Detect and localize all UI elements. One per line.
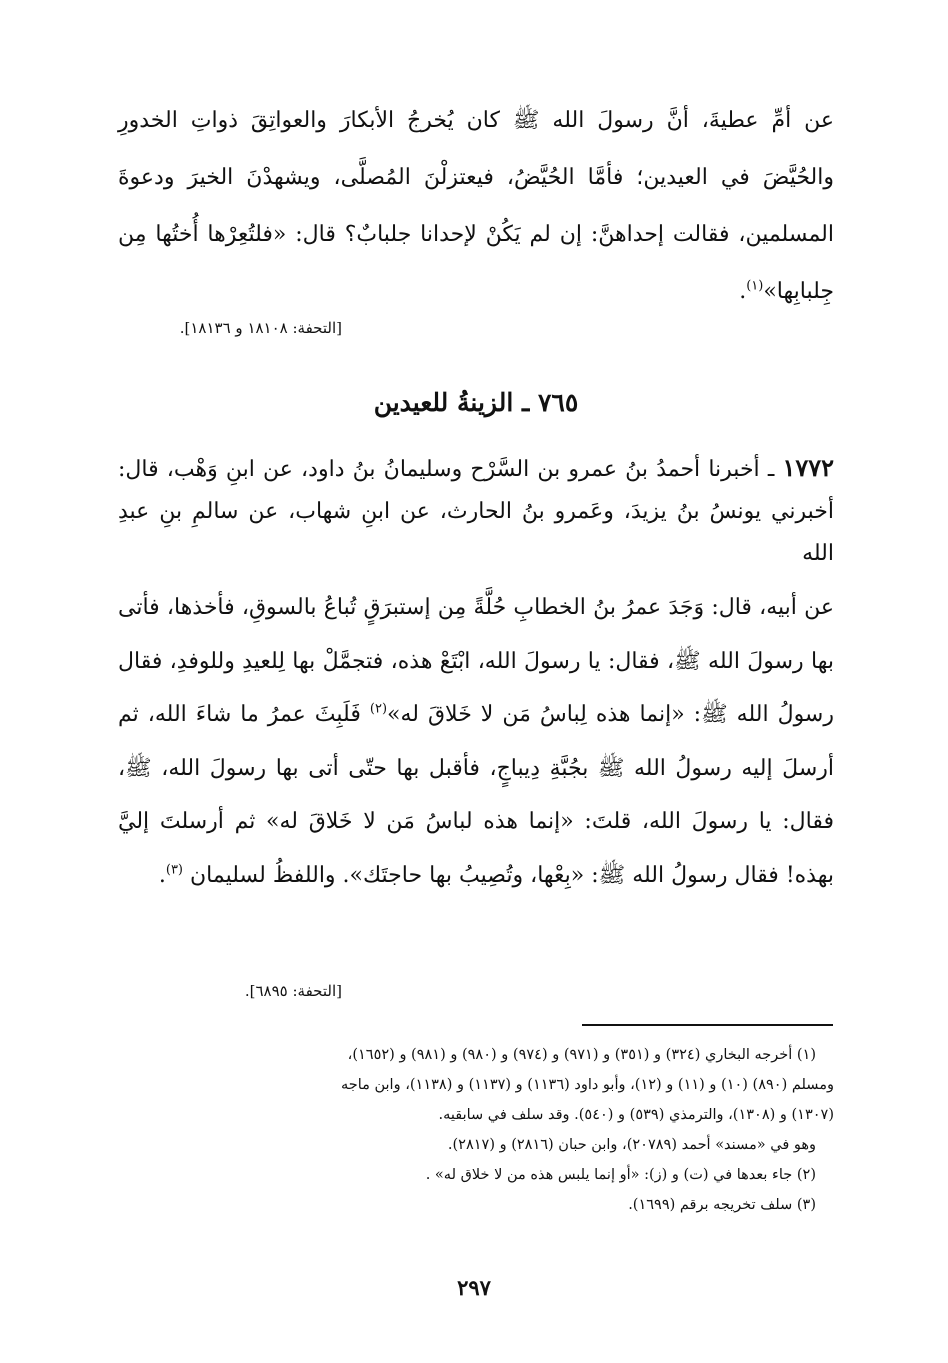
paragraph-text: عن أمِّ عطيةَ، أنَّ رسولَ الله ﷺ كان يُخرجُ الأبكارَ والعواتِقَ ذواتِ الخدورِ والحُيَّضَ في العيدين؛ فأمَّا الحُيَّضُ، فيعتزلْنَ المُصلَّى، ويشهدْنَ الخيرَ ودعوةَ المسلمين، فقالت إحداهنَّ: إن لم يَكُنْ لإحدانا جلبابٌ؟ قال: «فلتُعِرْها أُختُها مِن جِلبابِها» (118, 108, 834, 304)
footnote-ref-1[interactable]: (١) (746, 278, 764, 294)
tuhfa-citation-2: [التحفة: ٦٨٩٥]. (244, 982, 342, 1000)
footnote-line: (٣) سلف تخريجه برقم (١٦٩٩). (628, 1197, 816, 1213)
footnote-separator (582, 1024, 833, 1026)
footnote-line: (١٣٠٧) و (١٣٠٨)، والترمذي (٥٣٩) و (٥٤٠). وقد سلف في سابقيه. (438, 1107, 834, 1123)
tuhfa-citation-1: [التحفة: ١٨١٠٨ و ١٨١٣٦]. (179, 319, 342, 337)
section-heading: ٧٦٥ ـ الزينةُ للعيدين (373, 388, 579, 417)
footnote-line: (٢) جاء بعدها في (ت) و (ز): «أو إنما يلبس هذه من لا خلاق له» . (425, 1167, 816, 1183)
matn-text-1: عن أبيه، قال: وَجَدَ عمرُ بنُ الخطابِ حُلَّةً مِن إستبرَقٍ تُباعُ بالسوقِ، فأخذها، فأتى بها رسولَ الله ﷺ، فقال: يا رسولَ الله، ابْتَعْ هذه، فتجمَّلْ بها لِلعيدِ وللوفدِ، فقال رسولُ الله ﷺ: «إنما هذه لِباسُ مَن لا خَلاقَ له» (118, 595, 834, 727)
hadith-matn: عن أبيه، قال: وَجَدَ عمرُ بنُ الخطابِ حُلَّةً مِن إستبرَقٍ تُباعُ بالسوقِ، فأخذها، فأتى بها رسولَ الله ﷺ، فقال: يا رسولَ الله، ابْتَعْ هذه، فتجمَّلْ بها لِلعيدِ وللوفدِ، فقال رسولُ الله ﷺ: «إنما هذه لِباسُ مَن لا خَلاقَ له»$^{(٢)}$ فَلَبِثَ عمرُ ما شاءَ الله، ثم أرسلَ إليه رسولُ الله ﷺ بجُبَّةِ دِيباجٍ، فأقبل بها حتّى أتى بها رسولَ الله، ﷺ، فقال: يا رسولَ الله، قلتَ: «إنما هذه لباسُ مَن لا خَلاقَ له» ثم أرسلتَ إليَّ بهذه! فقال رسولُ الله ﷺ: «بِعْها، وتُصِيبُ بها حاجتَك». واللفظُ لسليمان $^{(٣)}$. (118, 595, 834, 888)
isnad-text: ـ أخبرنا أحمدُ بنُ عمرو بن السَّرْح وسليمانُ بنُ داود، عن ابنِ وَهْب، قال: أخبرني يونسُ بنُ يزيدَ، وعَمرو بنُ الحارث، عن ابنِ شهاب، عن سالمِ بنِ عبدِ الله (118, 457, 834, 566)
matn-text-2: فَلَبِثَ عمرُ ما شاءَ الله، ثم أرسلَ إليه رسولُ الله ﷺ بجُبَّةِ دِيباجٍ، فأقبل بها حتّى أتى بها رسولَ الله، ﷺ، فقال: يا رسولَ الله، قلتَ: «إنما هذه لباسُ مَن لا خَلاقَ له» ثم أرسلتَ إليَّ بهذه! فقال رسولُ الله ﷺ: «بِعْها، وتُصِيبُ بها حاجتَك». واللفظُ لسليمان (118, 702, 834, 888)
hadith-isnad (118, 447, 834, 575)
footnote-ref-3[interactable]: (٣) (165, 862, 183, 878)
footnote-ref-2[interactable]: (٢) (369, 701, 388, 717)
footnote-line: وهو في «مسند» أحمد (٢٠٧٨٩)، وابن حبان (٢٨١٦) و (٢٨١٧). (447, 1137, 816, 1153)
footnote-line: (١) أخرجه البخاري (٣٢٤) و (٣٥١) و (٩٧١) و (٩٧٤) و (٩٨٠) و (٩٨١) و (١٦٥٢)، (347, 1047, 816, 1063)
page-number: ٢٩٧ (457, 1275, 491, 1300)
footnote-line: ومسلم (٨٩٠) (١٠) و (١١) و (١٢)، وأبو داود (١١٣٦) و (١١٣٧) و (١١٣٨)، وابن ماجه (340, 1077, 834, 1093)
footnotes (118, 1040, 834, 1220)
hadith-number: ١٧٧٢ (782, 453, 834, 482)
hadith-paragraph-1: عن أمِّ عطيةَ، أنَّ رسولَ الله ﷺ كان يُخرجُ الأبكارَ والعواتِقَ ذواتِ الخدورِ والحُيَّضَ في العيدين؛ فأمَّا الحُيَّضُ، فيعتزلْنَ المُصلَّى، ويشهدْنَ الخيرَ ودعوةَ المسلمين، فقالت إحداهنَّ: إن لم يَكُنْ لإحدانا جلبابٌ؟ قال: «فلتُعِرْها أُختُها مِن جِلبابِها»$^{(١)}$. (118, 108, 834, 304)
